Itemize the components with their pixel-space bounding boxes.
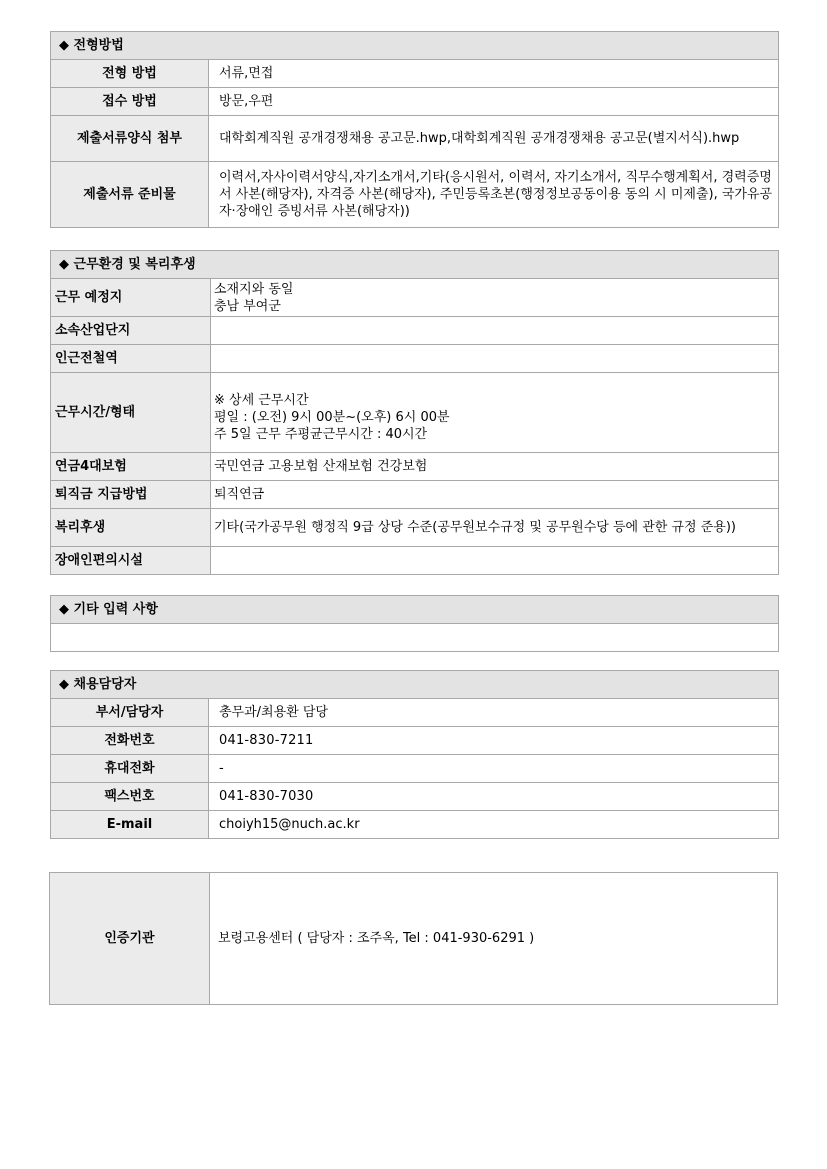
work-hours-line2: 평일 : (오전) 9시 00분~(오후) 6시 00분 [214,410,450,425]
mobile-value: - [209,755,779,783]
nearby-station-value [211,345,779,373]
work-hours-label: 근무시간/형태 [51,373,211,453]
mobile-label: 휴대전화 [51,755,209,783]
fax-label: 팩스번호 [51,783,209,811]
application-method-label: 접수 방법 [51,88,209,116]
severance-label: 퇴직금 지급방법 [51,481,211,509]
certification-table [49,872,778,1005]
welfare-label: 복리후생 [51,509,211,547]
welfare-value: 기타(국가공무원 행정직 9급 상당 수준(공무원보수규정 및 공무원수당 등에 관한 규정 준용)) [211,509,779,547]
form-attachment-label: 제출서류양식 첨부 [51,116,209,162]
required-documents-value: 이력서,자사이력서양식,자기소개서,기타(응시원서, 이력서, 자기소개서, 직무수행계획서, 경력증명서 사본(해당자), 자격증 사본(해당자), 주민등록초본(행정정보공동이용 동의 시 미제출), 국가유공자·장애인 증빙서류 사본(해당자)) [209,162,779,228]
department-value: 총무과/최용환 담당 [209,699,779,727]
work-location-line1: 소재지와 동일 [214,281,294,297]
email-label: E-mail [51,811,209,839]
severance-value: 퇴직연금 [211,481,779,509]
disability-facilities-value [211,547,779,575]
industrial-complex-label: 소속산업단지 [51,317,211,345]
form-attachment-value[interactable]: 대학회계직원 공개경쟁채용 공고문.hwp,대학회계직원 공개경쟁채용 공고문(별지서식).hwp [209,116,779,162]
recruiter-table [50,670,779,839]
work-environment-header: ◆ 근무환경 및 복리후생 [51,251,779,279]
industrial-complex-value [211,317,779,345]
required-documents-label: 제출서류 준비물 [51,162,209,228]
work-location-line2: 충남 부여군 [214,298,281,314]
work-hours-line1: ※ 상세 근무시간 [214,393,309,408]
email-value[interactable]: choiyh15@nuch.ac.kr [209,811,779,839]
insurance-label: 연금4대보험 [51,453,211,481]
other-info-table [50,595,779,652]
department-label: 부서/담당자 [51,699,209,727]
nearby-station-label: 인근전철역 [51,345,211,373]
phone-value: 041-830-7211 [209,727,779,755]
work-location-label: 근무 예정지 [51,279,211,317]
work-hours-line3: 주 5일 근무 주평균근무시간 : 40시간 [214,427,428,442]
other-info-header: ◆ 기타 입력 사항 [51,596,779,624]
work-location-value [211,279,779,317]
work-environment-table [50,250,779,575]
certification-value: 보령고용센터 ( 담당자 : 조주옥, Tel : 041-930-6291 ) [210,873,778,1005]
recruiter-header: ◆ 채용담당자 [51,671,779,699]
phone-label: 전화번호 [51,727,209,755]
selection-method-value: 서류,면접 [209,60,779,88]
insurance-value: 국민연금 고용보험 산재보험 건강보험 [211,453,779,481]
fax-value: 041-830-7030 [209,783,779,811]
selection-method-table [50,31,779,228]
certification-label: 인증기관 [50,873,210,1005]
other-info-value [51,624,779,652]
application-method-value: 방문,우편 [209,88,779,116]
selection-method-label: 전형 방법 [51,60,209,88]
selection-method-header: ◆ 전형방법 [51,32,779,60]
disability-facilities-label: 장애인편의시설 [51,547,211,575]
work-hours-value [211,373,779,453]
